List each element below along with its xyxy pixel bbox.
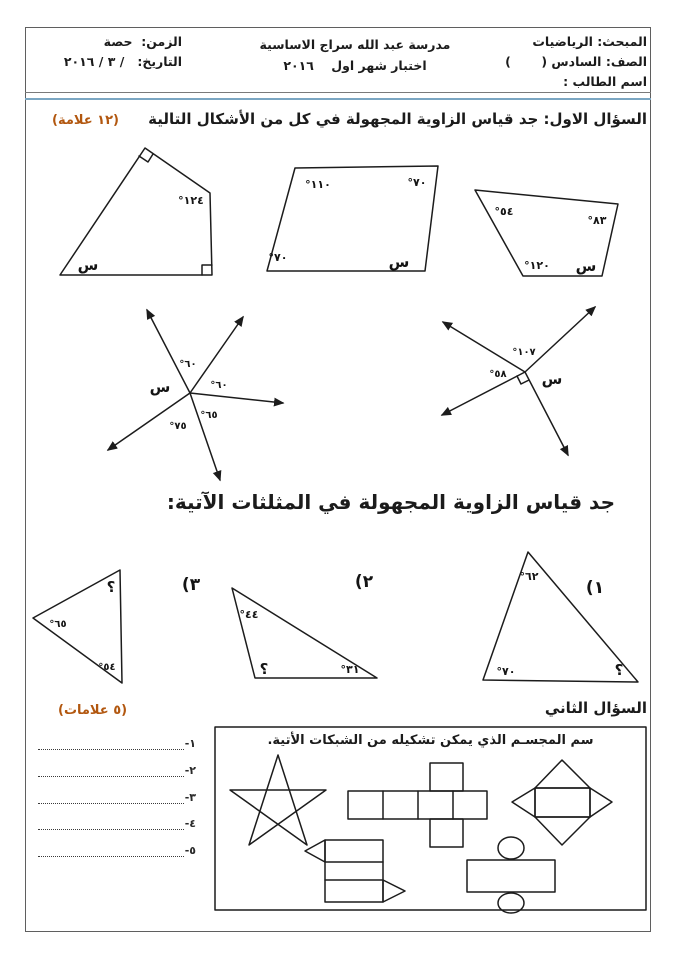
- tri2-angle-q: ؟: [259, 660, 269, 678]
- quad1-right-angle-bottom: [202, 265, 212, 275]
- answer-number: ٥-: [184, 844, 196, 858]
- question2-marks: (٥ علامات): [58, 703, 128, 718]
- question1-marks: (١٢ علامة): [52, 113, 119, 128]
- quad1-angle-x: س: [77, 256, 99, 274]
- star2-ray-downleft: [442, 372, 525, 415]
- para-angle-110: °١١٠: [305, 178, 331, 191]
- quad1-right-angle-top: [139, 154, 153, 162]
- question2-title: السؤال الثاني: [544, 699, 647, 717]
- net-pyramid-tri-top: [535, 760, 590, 788]
- time-line: الزمن: حصة: [103, 34, 182, 49]
- tri3-angle-54: °٥٤: [98, 662, 116, 673]
- tri2-caption: (٢: [354, 572, 374, 592]
- answer-line-4[interactable]: [38, 817, 196, 830]
- star1-angle-x: س: [149, 378, 171, 396]
- quad1-angle-124: °١٢٤: [178, 194, 204, 207]
- star2-ray-upright: [525, 307, 595, 372]
- para-angle-70-top: °٧٠: [407, 176, 427, 189]
- star1-angle-60b: °٦٠: [210, 380, 228, 391]
- star1-angle-75: °٧٥: [169, 421, 187, 432]
- quad3-angle-120: °١٢٠: [524, 259, 550, 272]
- net-cylinder-body: [467, 860, 555, 892]
- tri1-angle-q: ؟: [614, 661, 624, 679]
- tri3-angle-q: ؟: [106, 578, 116, 596]
- triangles-instruction: جد قياس الزاوية المجهولة في المثلثات الآتية:: [166, 490, 615, 514]
- answer-dotted-line: [38, 819, 184, 830]
- answer-dotted-line: [38, 793, 184, 804]
- subject-line: المبحث: الرياضيات: [532, 34, 647, 49]
- answer-dotted-line: [38, 739, 184, 750]
- net-prism-tri-left: [305, 840, 325, 862]
- net-pentagram: [230, 755, 326, 845]
- nets-instruction: سم المجسـم الذي يمكن تشكيله من الشبكات الأتية.: [267, 733, 594, 748]
- answer-dotted-line: [38, 846, 184, 857]
- tri3-caption: (٣: [181, 575, 201, 595]
- star1-ray-right: [190, 393, 283, 403]
- para-angle-x: س: [388, 253, 410, 271]
- net-pyramid-tri-bottom: [535, 817, 590, 845]
- net-pyramid-tri-right: [590, 788, 612, 817]
- answer-line-1[interactable]: [38, 737, 196, 750]
- tri2-angle-44: °٤٤: [239, 608, 259, 621]
- answer-lines: [38, 737, 196, 857]
- answer-line-3[interactable]: [38, 791, 196, 804]
- question1-title: السؤال الاول: جد قياس الزاوية المجهولة في كل من الأشكال التالية: [148, 110, 647, 128]
- net-cube-top-square: [430, 763, 463, 791]
- school-name: مدرسة عبد الله سراج الاساسية: [259, 37, 451, 52]
- answer-line-2[interactable]: [38, 764, 196, 777]
- net-cube-bottom-square: [430, 819, 463, 847]
- answer-line-5[interactable]: [38, 844, 196, 857]
- star2-angle-107: °١٠٧: [512, 347, 536, 358]
- quad3-angle-x: س: [575, 257, 597, 275]
- net-prism-tri-right: [383, 880, 405, 902]
- net-prism-body: [325, 840, 383, 902]
- tri1-caption: (١: [585, 578, 605, 598]
- tri3-angle-65: °٦٥: [49, 619, 67, 630]
- star1-angle-65: °٦٥: [200, 410, 218, 421]
- answer-number: ٣-: [184, 790, 196, 804]
- exam-title: اختبار شهر اول ٢٠١٦: [283, 58, 427, 73]
- tri1-angle-62: °٦٢: [519, 570, 539, 583]
- class-line: الصف: السادس ( ): [505, 54, 647, 69]
- answer-dotted-line: [38, 766, 184, 777]
- tri2-angle-31: °٣١: [340, 663, 360, 676]
- star1-ray-downright: [190, 393, 220, 480]
- student-name-line: اسم الطالب :: [563, 74, 647, 89]
- star1-angle-60a: °٦٠: [179, 359, 197, 370]
- star2-angle-x: س: [541, 370, 563, 388]
- answer-number: ٤-: [184, 817, 196, 831]
- star2-angle-58: °٥٨: [489, 369, 507, 380]
- net-pyramid-tri-left: [512, 788, 535, 817]
- answer-number: ٢-: [184, 763, 196, 777]
- quad3-angle-54: °٥٤: [494, 205, 514, 218]
- tri1-angle-70: °٧٠: [496, 665, 516, 678]
- para-angle-70-bottom: °٧٠: [268, 251, 288, 264]
- answer-number: ١-: [184, 737, 196, 750]
- date-line: التاريخ: / ٣ / ٢٠١٦: [63, 54, 182, 69]
- net-cylinder-circle-top: [498, 837, 524, 859]
- quad3-angle-83: °٨٣: [587, 214, 607, 227]
- net-pyramid-square: [535, 788, 590, 817]
